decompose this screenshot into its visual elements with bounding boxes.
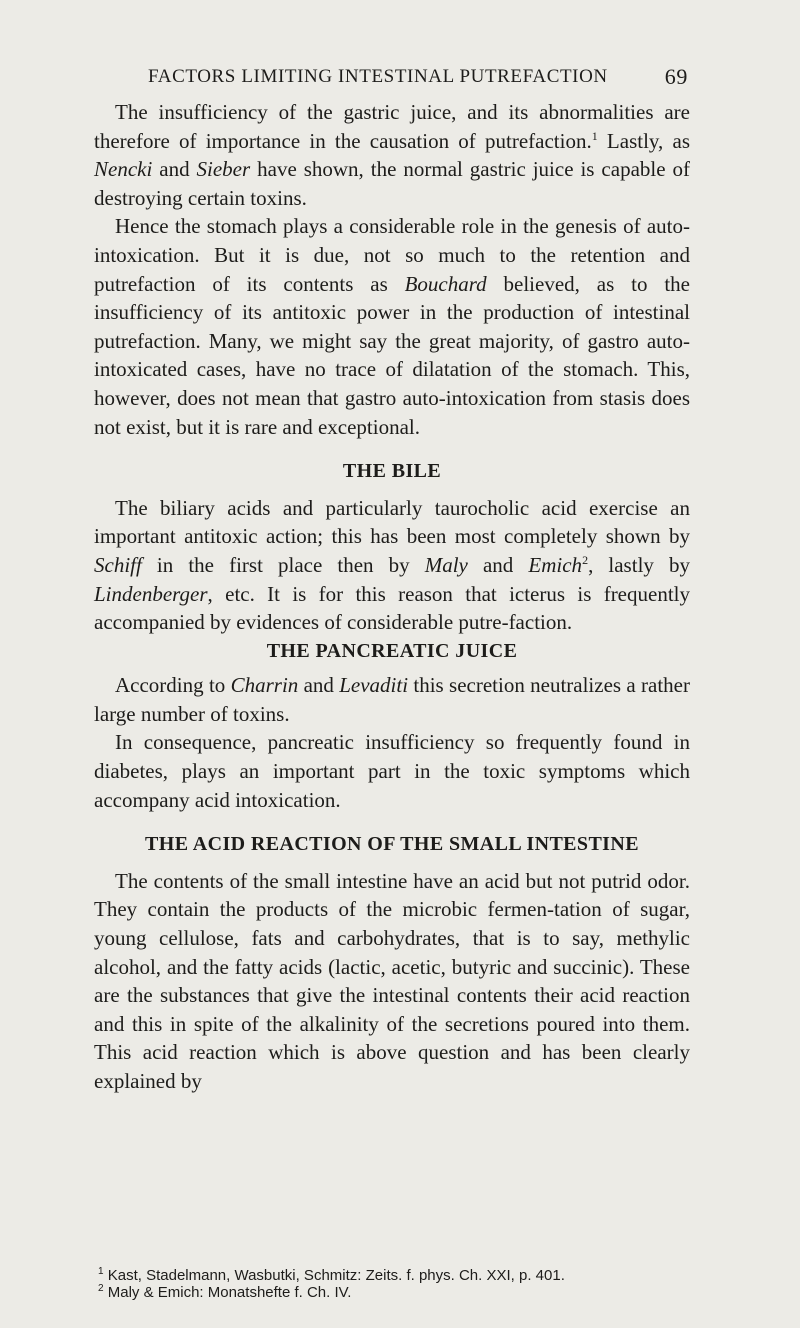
running-head-title: FACTORS LIMITING INTESTINAL PUTREFACTION (148, 66, 608, 87)
footnote-text: Maly & Emich: Monatshefte f. Ch. IV. (107, 1283, 352, 1301)
footnote-text: Kast, Stadelmann, Wasbutki, Schmitz: Zeits. f. phys. Ch. XXI, p. 401. (107, 1267, 565, 1284)
text-run: and (152, 157, 197, 182)
footnotes (98, 1268, 688, 1301)
text-run: in the first place then by (141, 552, 425, 577)
text-run: According to (115, 673, 231, 698)
paragraph-acid-reaction: The contents of the small intestine have an acid but not putrid odor. They contain the products of the microbic fermen-tation of sugar, young cellulose, fats and carbohydrates, that is to say, methylic alcohol, and the fatty acids (lactic, acetic, butyric and succinic). These are the substances that give the intestinal contents their acid reaction and this in spite of the alkalinity of the secretions poured into them. This acid reaction which is above question and has been clearly explained by (94, 868, 690, 1093)
paragraph-gastric-juice (94, 98, 690, 212)
text-run: Hence the stomach plays a considerable role in the genesis of auto-intoxication. But it is due, not so much to the retention and putrefaction of its contents as (94, 214, 690, 296)
paragraph-stomach-role (94, 212, 690, 441)
section-heading-bile: THE BILE (342, 460, 442, 483)
paragraph-pancreatic-2: In consequence, pancreatic insufficiency so frequently found in diabetes, plays an important part in the toxic symptoms which accompany acid intoxication. (94, 730, 690, 812)
section-heading-pancreatic-juice: THE PANCREATIC JUICE (266, 639, 518, 662)
text-run: The insufficiency of the gastric juice, and its abnormalities are therefore of importance in the causation of putrefaction. (94, 100, 690, 153)
author-name: Levaditi (339, 673, 409, 698)
footnote-ref-1: 1 (591, 128, 598, 143)
author-name: Sieber (196, 157, 251, 182)
author-name: Maly (424, 552, 468, 577)
author-name: Lindenberger (94, 581, 208, 606)
footnote-2 (98, 1282, 688, 1302)
text-run: and (298, 673, 340, 698)
author-name: Emich (528, 552, 583, 577)
author-name: Schiff (94, 552, 142, 577)
page-number: 69 (664, 64, 688, 89)
text-run: believed, as to the insufficiency of its antitoxic power in the production of intestinal putrefaction. Many, we might say the great majority, of gastro auto-intoxicated cases, have no trace of dilatation of the stomach. This, however, does not mean that gastro auto-intoxication from stasis does not exist, but it is rare and exceptional. (94, 271, 690, 439)
footnote-1 (98, 1268, 688, 1285)
text-run: and (467, 552, 529, 577)
body-text (94, 98, 690, 1096)
text-run: , etc. It is for this reason that icterus is frequently accompanied by evidences of considerable putre-faction. (94, 581, 690, 635)
author-name: Nencki (94, 157, 153, 182)
text-run: Lastly, as (597, 128, 690, 153)
text-run: The biliary acids and particularly taurocholic acid exercise an important antitoxic action; this has been most completely shown by (94, 495, 690, 549)
footnote-mark: 1 (98, 1266, 104, 1277)
author-name: Charrin (230, 673, 299, 698)
footnote-mark: 2 (98, 1282, 104, 1294)
paragraph-pancreatic-1 (94, 671, 690, 728)
text-run: , lastly by (588, 552, 690, 577)
section-heading-acid-reaction: THE ACID REACTION OF THE SMALL INTESTINE (145, 833, 639, 856)
author-name: Bouchard (404, 271, 487, 296)
footnote-ref-2: 2 (582, 552, 589, 567)
paragraph-bile (94, 494, 690, 637)
text-run: this secretion neutralizes a rather large number of toxins. (94, 673, 690, 726)
text-run: have shown, the normal gastric juice is capable of destroying certain toxins. (94, 157, 690, 210)
